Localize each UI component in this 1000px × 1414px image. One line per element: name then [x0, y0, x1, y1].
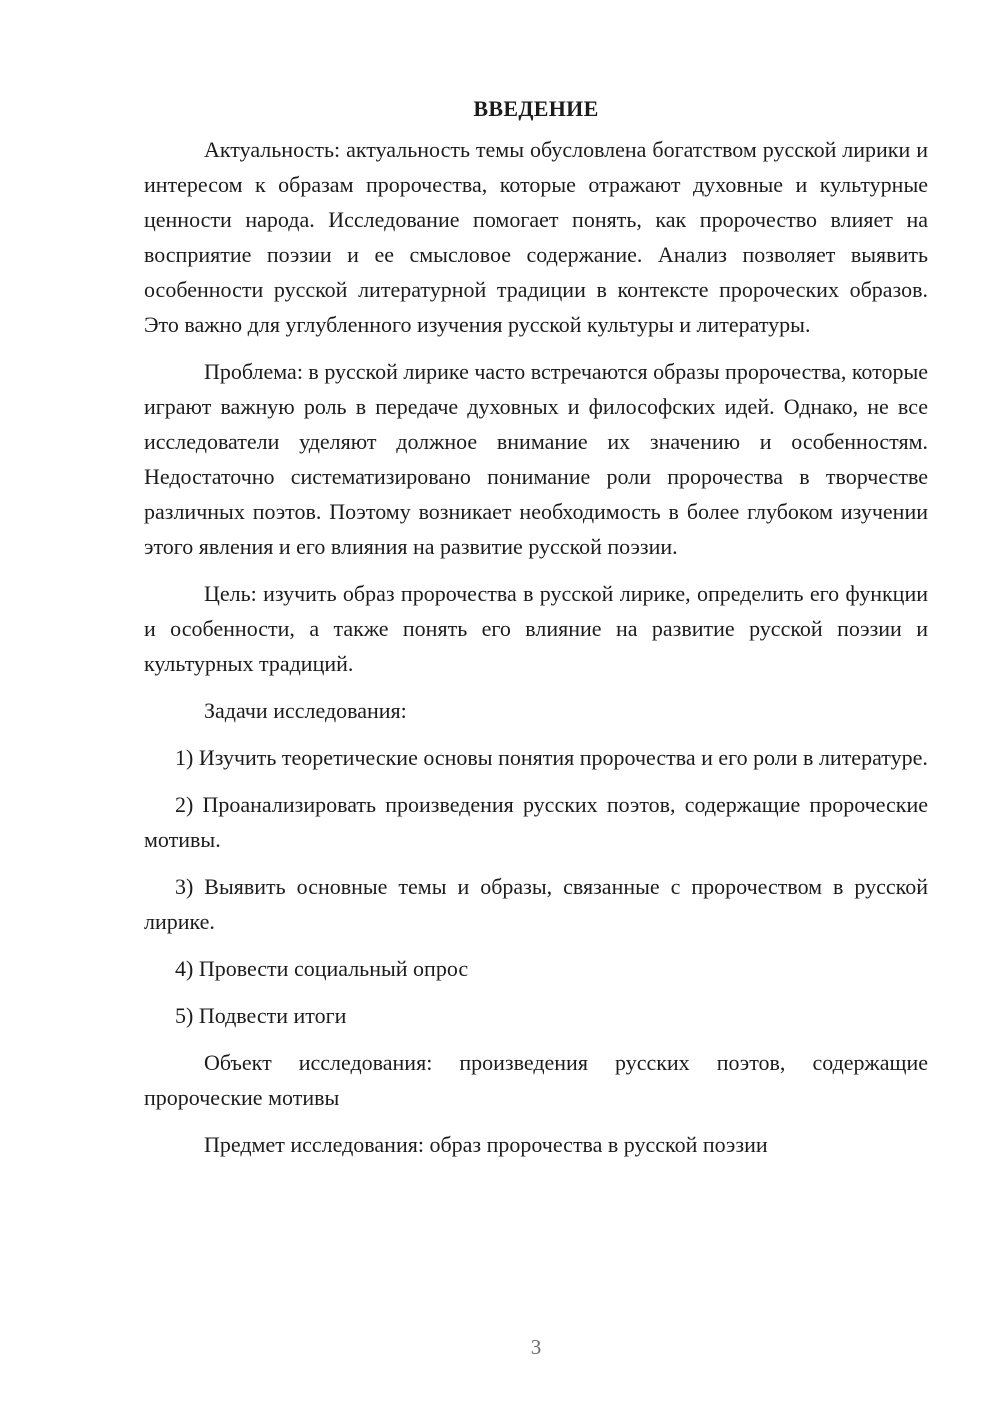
page-number: 3: [530, 1335, 542, 1359]
paragraph-research-object: Объект исследования: произведения русских поэтов, содержащие пророческие мотивы: [144, 1050, 928, 1110]
task-item-5: 5) Подвести итоги: [175, 1003, 347, 1028]
page-content: [144, 92, 928, 1162]
task-item-4: 4) Провести социальный опрос: [175, 956, 469, 981]
task-item-1: 1) Изучить теоретические основы понятия пророчества и его роли в литературе.: [175, 745, 928, 770]
task-item-3: 3) Выявить основные темы и образы, связанные с пророчеством в русской лирике.: [144, 874, 928, 934]
paragraph-tasks-heading: Задачи исследования:: [204, 698, 407, 723]
paragraph-problem: Проблема: в русской лирике часто встречаются образы пророчества, которые играют важную роль в передаче духовных и философских идей. Однако, не все исследователи уделяют должное внимание их значению и особенностям. Недостаточно систематизировано понимание роли пророчества в творчестве различных поэтов. Поэтому возникает необходимость в более глубоком изучении этого явления и его влияния на развитие русской поэзии.: [144, 359, 929, 559]
paragraph-research-subject: Предмет исследования: образ пророчества в русской поэзии: [204, 1132, 768, 1157]
page-title: ВВЕДЕНИЕ: [473, 96, 599, 121]
paragraph-relevance: Актуальность: актуальность темы обусловлена богатством русской лирики и интересом к образам пророчества, которые отражают духовные и культурные ценности народа. Исследование помогает понять, как пророчество влияет на восприятие поэзии и ее смысловое содержание. Анализ позволяет выявить особенности русской литературной традиции в контексте пророческих образов. Это важно для углубленного изучения русской культуры и литературы.: [144, 137, 928, 337]
paragraph-goal: Цель: изучить образ пророчества в русской лирике, определить его функции и особенности, а также понять его влияние на развитие русской поэзии и культурных традиций.: [144, 581, 928, 676]
task-item-2: 2) Проанализировать произведения русских поэтов, содержащие пророческие мотивы.: [144, 792, 928, 852]
